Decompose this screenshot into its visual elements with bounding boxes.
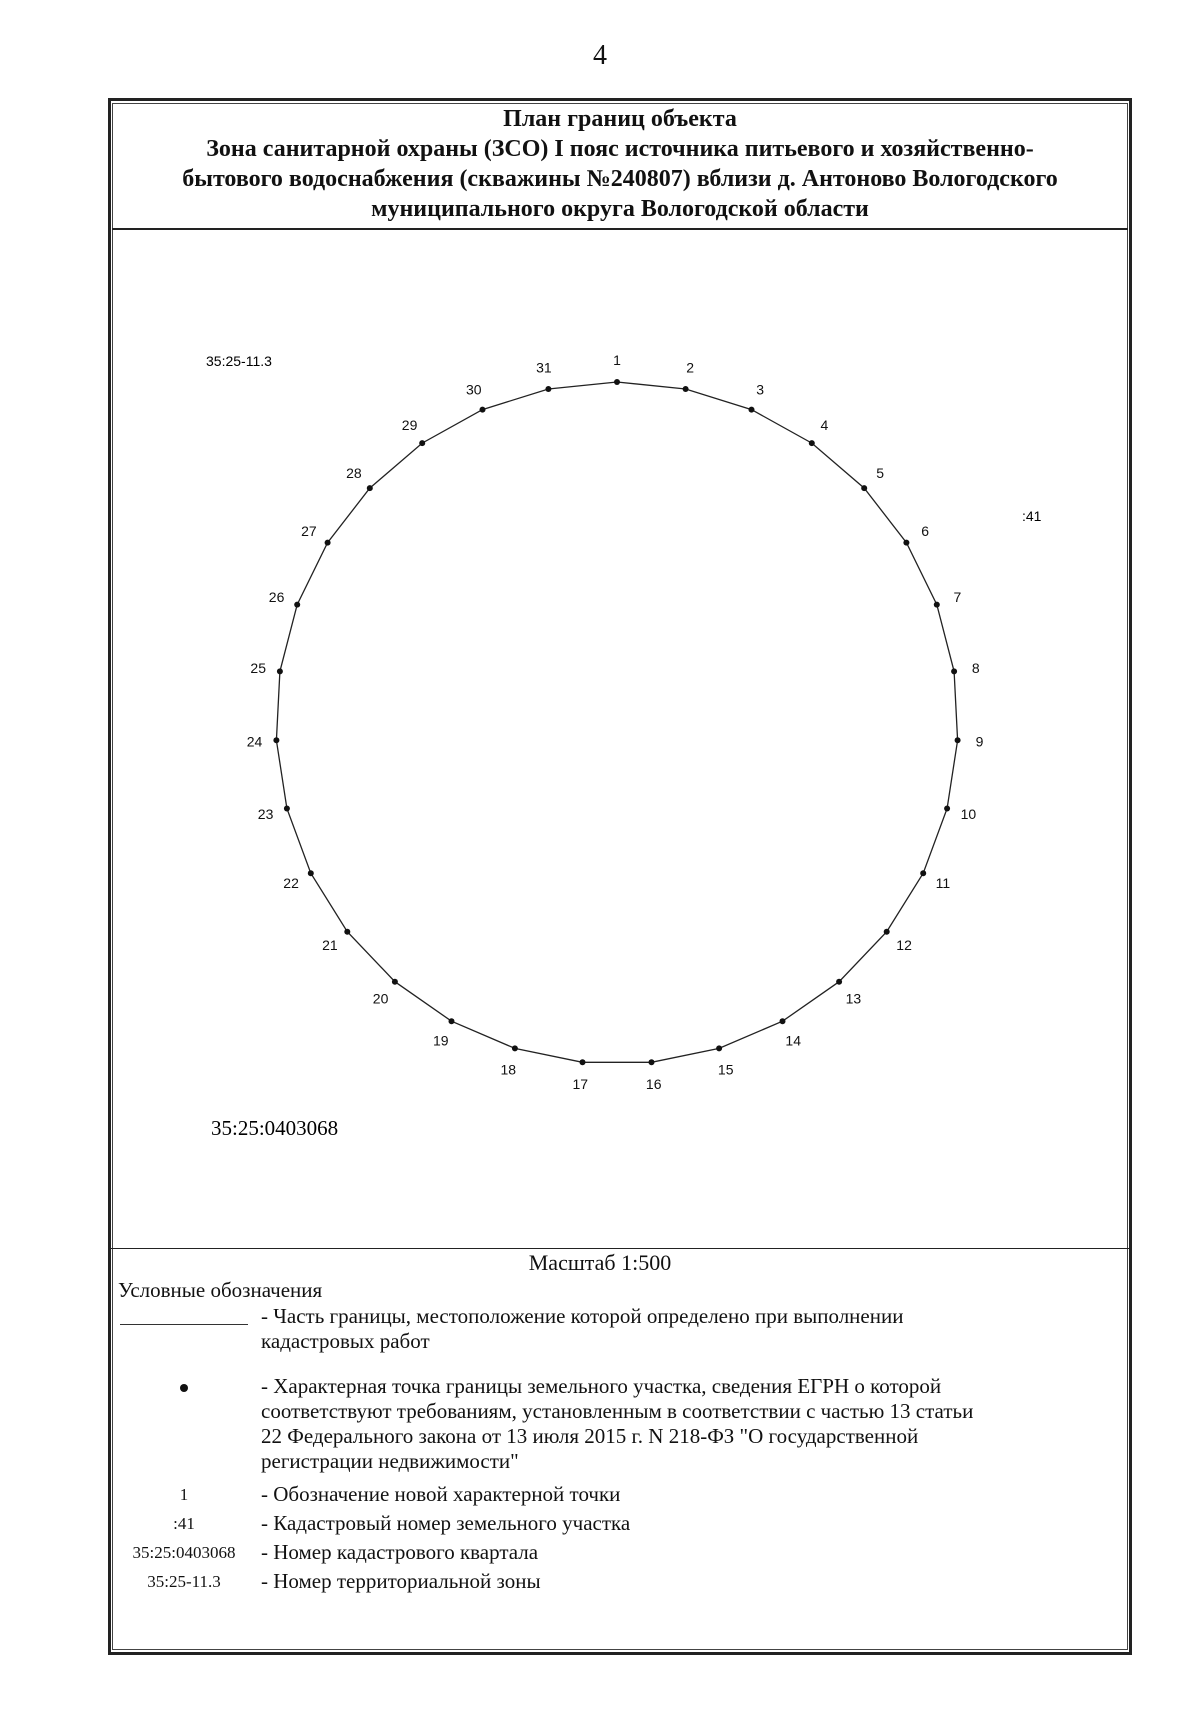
point-number-label: 3 [756, 381, 765, 398]
boundary-point [884, 929, 890, 935]
point-number-label: 30 [466, 381, 482, 398]
page-number: 4 [593, 40, 607, 71]
boundary-point [836, 979, 842, 985]
scale-label: Масштаб 1:500 [528, 1250, 672, 1275]
point-number-label: 16 [645, 1076, 662, 1093]
boundary-point [325, 540, 331, 546]
boundary-point [780, 1018, 786, 1024]
point-number-label: 20 [372, 990, 389, 1007]
boundary-point [749, 407, 755, 413]
boundary-point [809, 440, 815, 446]
title-line-3: бытового водоснабжения (скважины №240807) вблизи д. Антоново Вологодского [182, 166, 1058, 192]
title-line-2: Зона санитарной охраны (ЗСО) I пояс источника питьевого и хозяйственно- [206, 136, 1034, 162]
boundary-point [449, 1018, 455, 1024]
boundary-point [419, 440, 425, 446]
legend-text: - Часть границы, местоположение которой определено при выполнении [261, 1304, 904, 1328]
boundary-point [861, 485, 867, 491]
boundary-line-icon [120, 1324, 248, 1325]
quarter-label: 35:25:0403068 [211, 1116, 339, 1140]
point-number-label: 18 [500, 1061, 517, 1078]
point-number-label: 4 [820, 417, 829, 434]
point-number-label: 23 [257, 806, 274, 822]
point-number-label: 9 [975, 733, 984, 750]
point-number-label: 29 [401, 417, 418, 434]
point-number-label: 25 [250, 660, 266, 676]
point-number-label: 10 [960, 806, 977, 822]
boundary-point [903, 540, 909, 546]
legend-text: - Номер территориальной зоны [261, 1569, 541, 1593]
title-line-4: муниципального округа Вологодской области [371, 196, 869, 222]
legend-symbol: 35:25-11.3 [147, 1572, 221, 1591]
point-number-label: 27 [301, 523, 317, 539]
scale-divider [108, 1248, 1132, 1249]
boundary-polygon-group [247, 352, 984, 1092]
legend-text: кадастровых работ [261, 1329, 430, 1353]
boundary-point [344, 929, 350, 935]
boundary-point [934, 602, 940, 608]
legend-text: регистрации недвижимости" [261, 1449, 519, 1473]
point-number-label: 7 [953, 588, 962, 605]
boundary-point [614, 379, 620, 385]
point-number-label: 2 [686, 359, 694, 376]
point-number-label: 1 [613, 352, 621, 368]
point-number-label: 31 [536, 359, 552, 376]
legend-text: - Характерная точка границы земельного участка, сведения ЕГРН о которой [261, 1374, 942, 1398]
legend-symbol: 1 [179, 1485, 189, 1504]
point-number-label: 19 [433, 1032, 449, 1049]
boundary-point [273, 737, 279, 743]
boundary-point [294, 602, 300, 608]
legend-text: соответствуют требованиям, установленным в соответствии с частью 13 статьи [261, 1399, 974, 1423]
boundary-point [944, 806, 950, 812]
point-number-label: 24 [246, 733, 263, 750]
boundary-point [367, 485, 373, 491]
point-number-label: 26 [268, 588, 285, 605]
boundary-point-icon [180, 1384, 188, 1392]
zone-label: 35:25-11.3 [206, 353, 272, 369]
point-number-label: 13 [845, 990, 862, 1007]
legend-symbol: 35:25:0403068 [132, 1543, 236, 1562]
boundary-point [683, 386, 689, 392]
point-number-label: 15 [717, 1061, 734, 1078]
legend-symbol: :41 [173, 1514, 195, 1533]
point-number-label: 28 [346, 464, 362, 481]
boundary-point [920, 870, 926, 876]
point-number-label: 5 [876, 464, 884, 481]
legend-text: 22 Федерального закона от 13 июля 2015 г. N 218-ФЗ "О государственной [261, 1424, 919, 1448]
point-number-label: 8 [971, 660, 980, 676]
legend-text: - Обозначение новой характерной точки [261, 1482, 621, 1506]
boundary-point [308, 870, 314, 876]
point-number-label: 11 [935, 874, 951, 891]
boundary-point [545, 386, 551, 392]
point-number-label: 14 [785, 1032, 801, 1049]
point-number-label: 22 [283, 874, 299, 891]
boundary-polygon [276, 382, 957, 1062]
boundary-point [649, 1059, 655, 1065]
point-number-label: 6 [921, 523, 929, 539]
boundary-point [955, 737, 961, 743]
boundary-point [277, 668, 283, 674]
legend-text: - Кадастровый номер земельного участка [261, 1511, 631, 1535]
boundary-point [512, 1045, 518, 1051]
legend-heading: Условные обозначения [118, 1278, 323, 1302]
point-number-label: 17 [572, 1076, 589, 1093]
point-number-label: 12 [896, 937, 912, 954]
parcel-label: :41 [1022, 508, 1042, 524]
boundary-point [580, 1059, 586, 1065]
boundary-point [951, 668, 957, 674]
title-line-1: План границ объекта [503, 106, 737, 132]
boundary-point [392, 979, 398, 985]
boundary-point [480, 407, 486, 413]
boundary-point [284, 806, 290, 812]
legend-text: - Номер кадастрового квартала [261, 1540, 539, 1564]
boundary-point [716, 1045, 722, 1051]
point-number-label: 21 [322, 937, 338, 954]
